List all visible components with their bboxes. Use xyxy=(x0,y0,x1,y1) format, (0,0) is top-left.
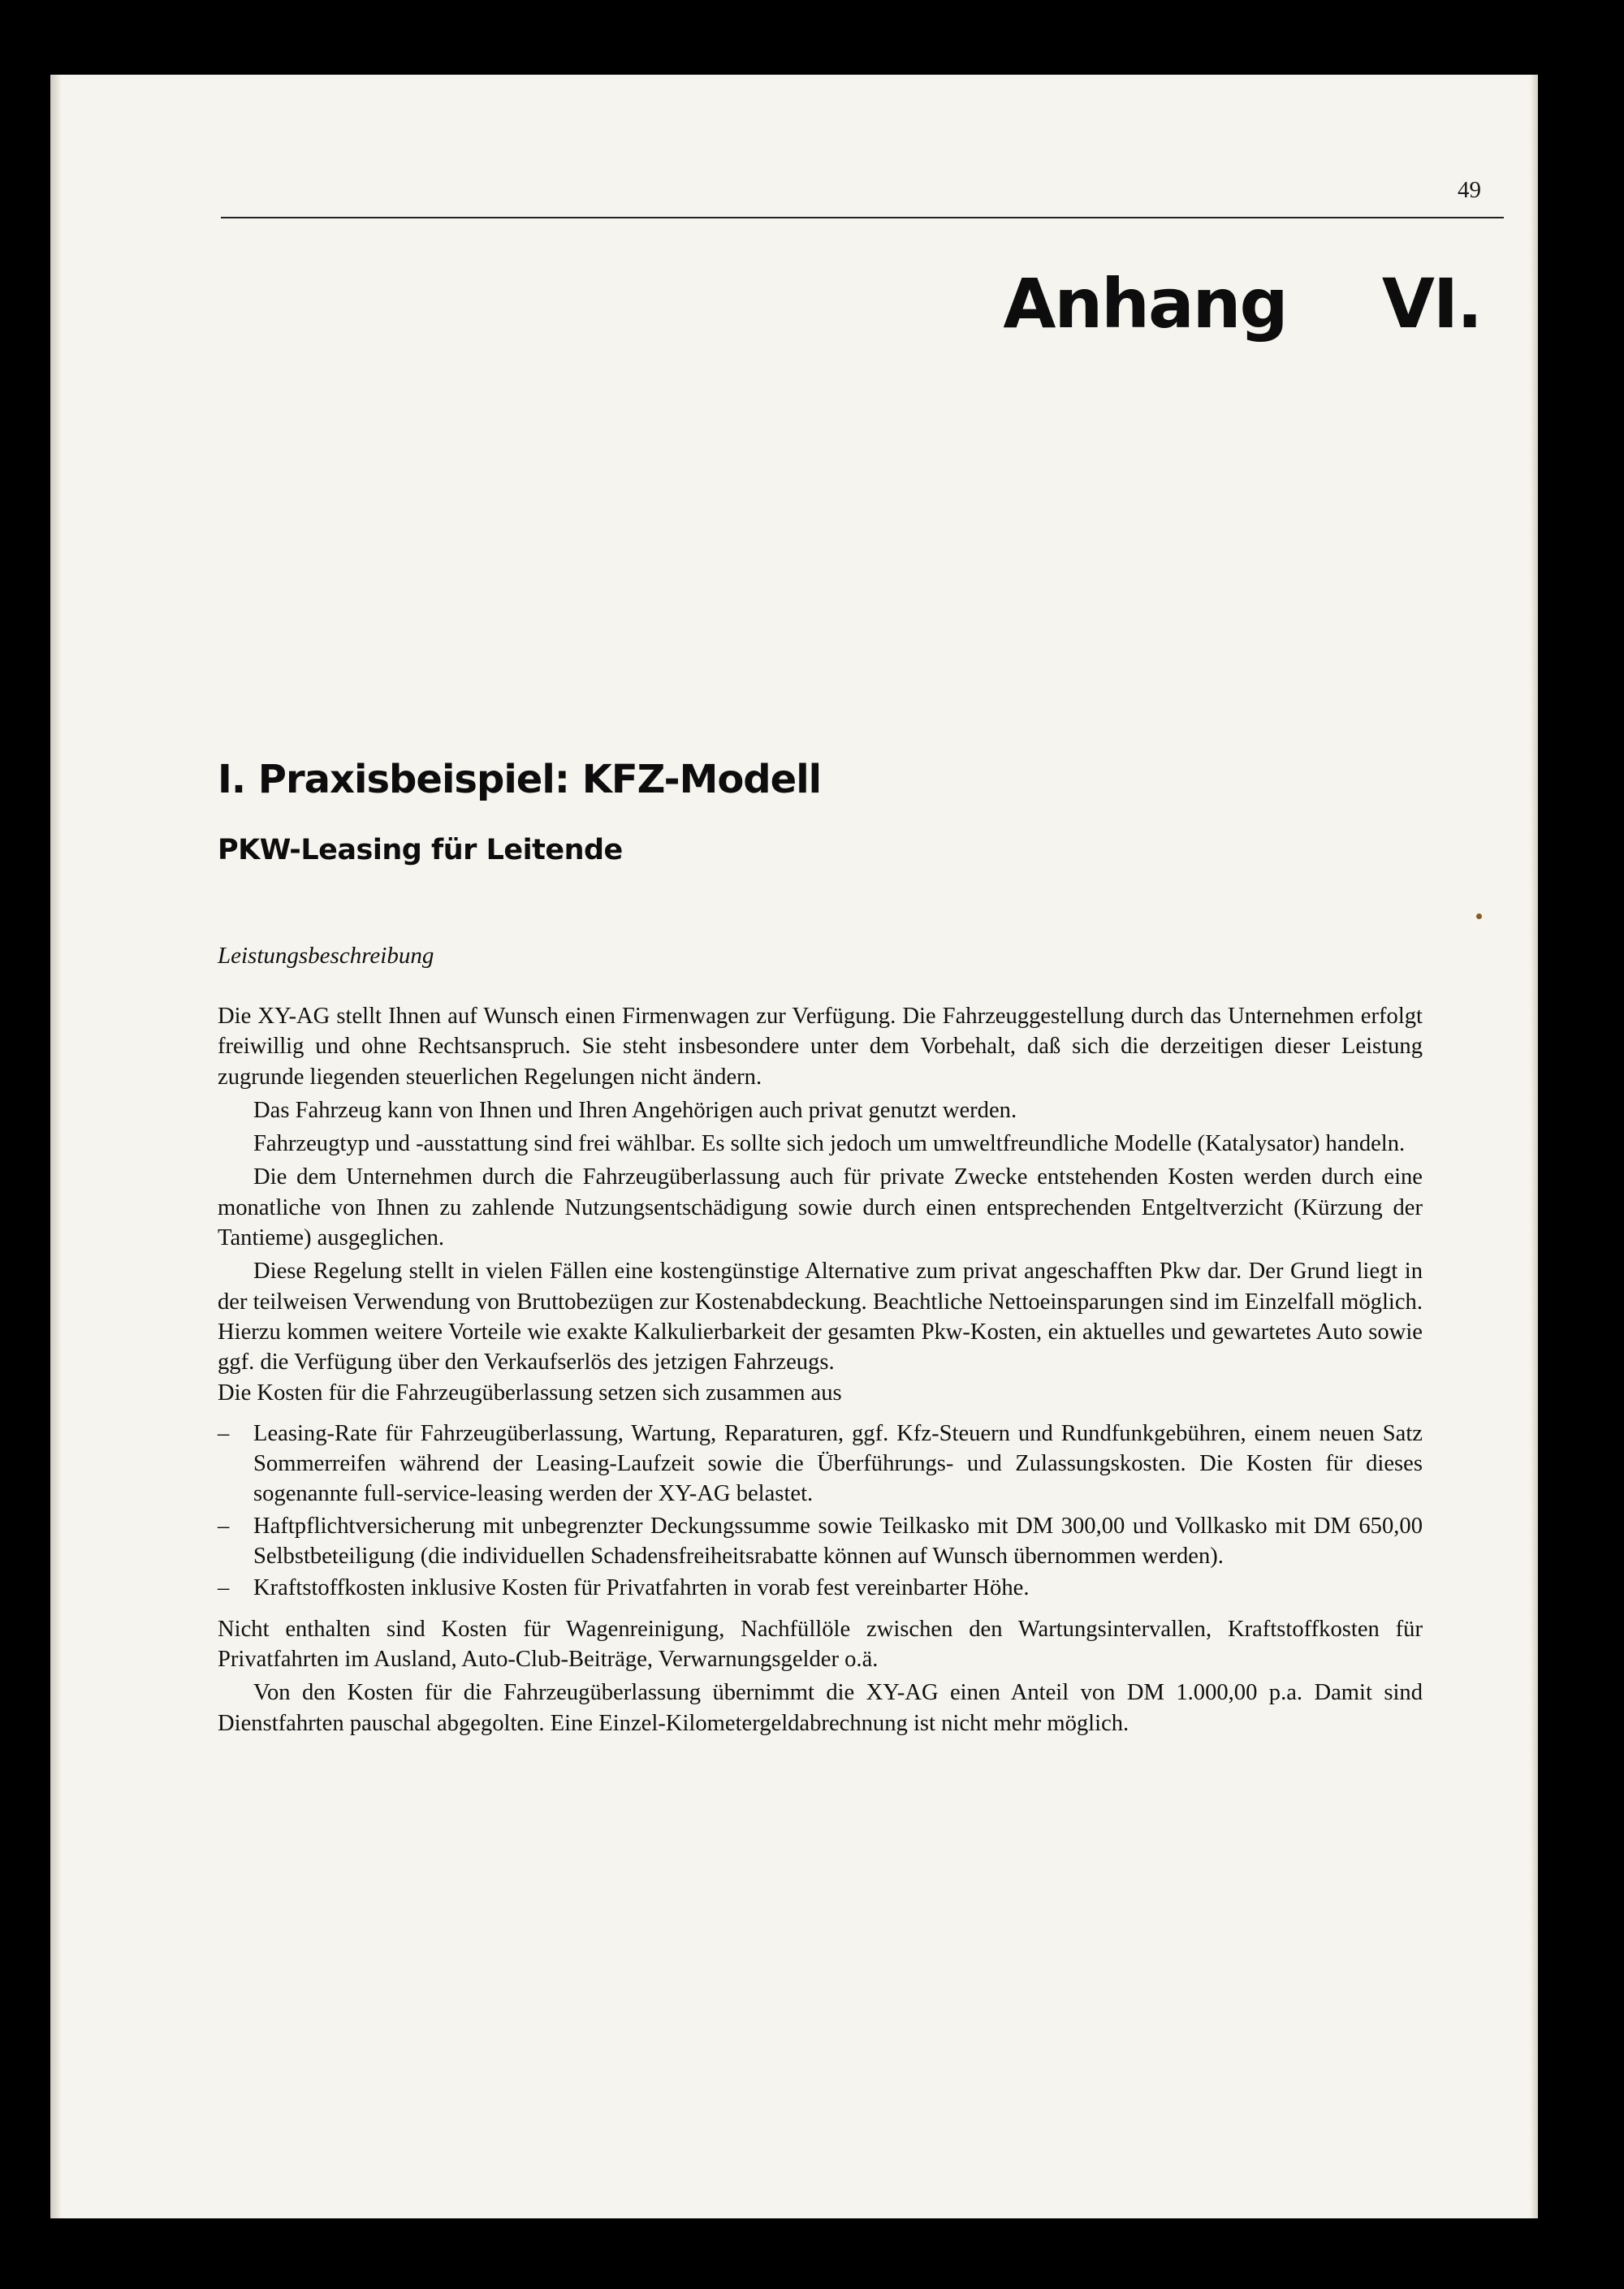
page-edge xyxy=(1530,75,1538,2218)
list-dash: – xyxy=(218,1420,230,1446)
header-rule xyxy=(221,217,1504,218)
page-number: 49 xyxy=(1458,177,1481,203)
cost-list xyxy=(218,1419,1423,1604)
list-item xyxy=(218,1573,1423,1603)
list-item xyxy=(218,1511,1423,1572)
page-binding-shadow xyxy=(50,75,62,2218)
list-dash: – xyxy=(218,1513,230,1539)
section-title: I. Praxisbeispiel: KFZ-Modell xyxy=(218,757,822,802)
margin-mark xyxy=(1476,913,1482,919)
list-item-text: Kraftstoffkosten inklusive Kosten für Privatfahrten in vorab fest vereinbarter Höhe. xyxy=(253,1575,1030,1601)
list-item-text: Leasing-Rate für Fahrzeugüberlassung, Wartung, Reparaturen, ggf. Kfz-Steuern und Rundfunkgebühren, einem neuen Satz Sommerreifen während der Leasing-Laufzeit sowie die Überführungs- und Zulassungskosten. Die Kosten für dieses sogenannte full-service-leasing werden der XY-AG belastet. xyxy=(253,1420,1423,1507)
chapter-title: Anhang VI. xyxy=(1003,264,1481,343)
paragraph-8: Von den Kosten für die Fahrzeugüberlassung übernimmt die XY-AG einen Anteil von DM 1.000,00 p.a. Damit sind Dienstfahrten pauschal abgegolten. Eine Einzel-Kilometergeldabrechnung ist nicht mehr möglich. xyxy=(218,1680,1423,1736)
list-dash: – xyxy=(218,1575,230,1601)
paragraph-1: Die XY-AG stellt Ihnen auf Wunsch einen Firmenwagen zur Verfügung. Die Fahrzeuggestellung durch das Unternehmen erfolgt freiwillig und ohne Rechtsanspruch. Sie steht insbesondere unter dem Vorbehalt, daß sich die derzeitigen dieser Leistung zugrunde liegenden steuerlichen Regelungen nicht ändern. xyxy=(218,1004,1423,1090)
paragraph-4: Die dem Unternehmen durch die Fahrzeugüberlassung auch für private Zwecke entstehenden Kosten werden durch eine monatliche von Ihnen zu zahlende Nutzungsentschädigung sowie durch einen entsprechenden Entgeltverzicht (Kürzung der Tantieme) ausgeglichen. xyxy=(218,1164,1423,1251)
paragraph-7: Nicht enthalten sind Kosten für Wagenreinigung, Nachfüllöle zwischen den Wartungsintervallen, Kraftstoffkosten für Privatfahrten im Ausland, Auto-Club-Beiträge, Verwarnungsgelder o.ä. xyxy=(218,1616,1423,1672)
document-page xyxy=(50,75,1538,2218)
paragraph-6: Die Kosten für die Fahrzeugüberlassung setzen sich zusammen aus xyxy=(218,1380,842,1406)
list-item-text: Haftpflichtversicherung mit unbegrenzter Deckungssumme sowie Teilkasko mit DM 300,00 und Vollkasko mit DM 650,00 Selbstbeteiligung (die individuellen Schadensfreiheitsrabatte können auf Wunsch übernommen werden). xyxy=(253,1513,1423,1570)
paragraph-3: Fahrzeugtyp und -ausstattung sind frei wählbar. Es sollte sich jedoch um umweltfreundliche Modelle (Katalysator) handeln. xyxy=(253,1131,1406,1157)
description-heading: Leistungsbeschreibung xyxy=(218,943,434,969)
paragraph-2: Das Fahrzeug kann von Ihnen und Ihren Angehörigen auch privat genutzt werden. xyxy=(253,1097,1017,1123)
list-item xyxy=(218,1419,1423,1509)
subsection-title: PKW-Leasing für Leitende xyxy=(218,834,623,866)
paragraph-5: Diese Regelung stellt in vielen Fällen eine kostengünstige Alternative zum privat angeschafften Pkw dar. Der Grund liegt in der teilweisen Verwendung von Bruttobezügen zur Kostenabdeckung. Beachtliche Nettoeinsparungen sind im Einzelfall möglich. Hierzu kommen weitere Vorteile wie exakte Kalkulierbarkeit der gesamten Pkw-Kosten, ein aktuelles und gewartetes Auto sowie ggf. die Verfügung über den Verkaufserlös des jetzigen Fahrzeugs. xyxy=(218,1259,1423,1376)
body-text xyxy=(218,1001,1423,1738)
